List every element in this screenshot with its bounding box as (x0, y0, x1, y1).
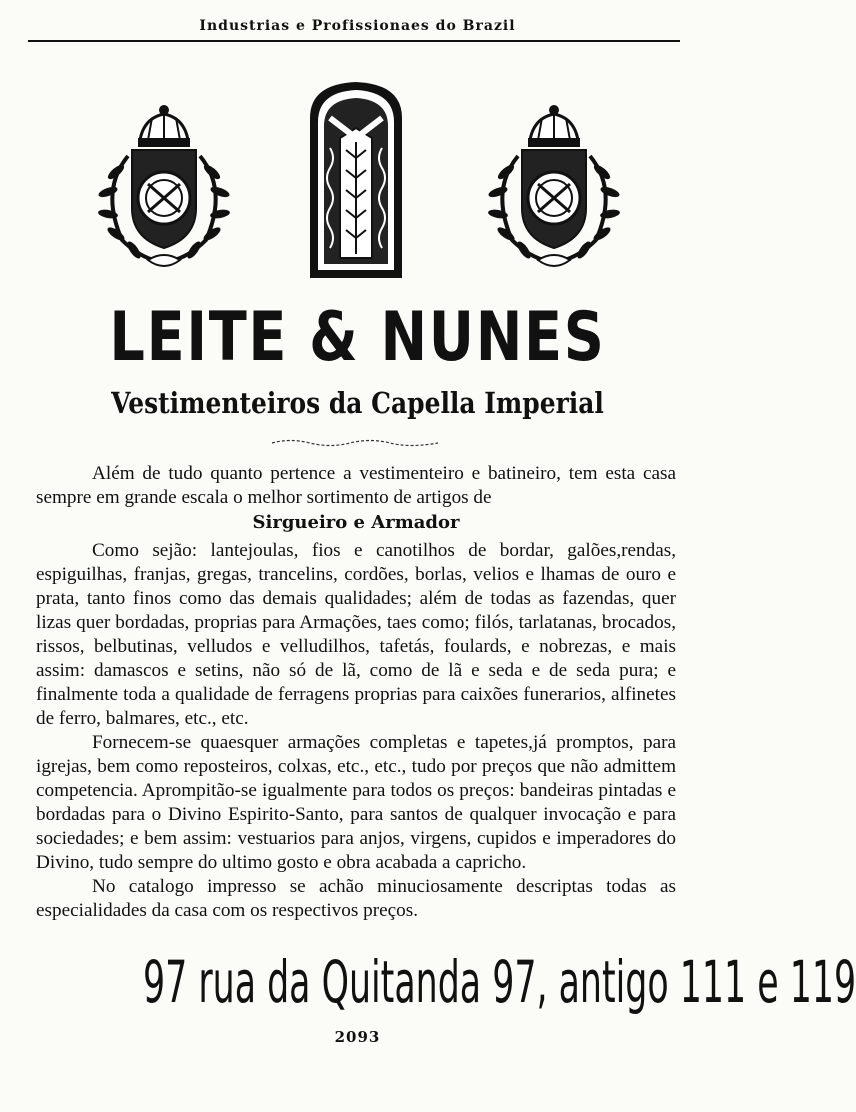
page-number: 2093 (334, 1028, 381, 1046)
firm-name: LEITE & NUNES (109, 298, 606, 377)
vestment-chasuble-icon (300, 78, 412, 283)
firm-subtitle: Vestimenteiros da Capella Imperial (111, 386, 604, 420)
header-rule (28, 40, 680, 42)
flourish-divider-icon (270, 438, 440, 448)
intro-paragraph: Além de tudo quanto pertence a vestimenteiro e batineiro, tem esta casa sempre em grande escala o melhor sortimento de artigos de (36, 463, 676, 508)
products-paragraph: Como sejão: lantejoulas, fios e canotilhos de bordar, galões,rendas, espiguilhas, franjas, gregas, trancelins, cordões, borlas, velios e lhamas de ouro e prata, tanto finos como das demais qualidades; além de todas as fazendas, quer lizas quer bordadas, proprias para Armações, taes como; filós, tarlatanas, brocados, rissos, belbutinas, velludos e velludilhos, tafetás, foulards, e nobrezas, e mais assim: damascos e setins, não só de lã, como de lã e seda e de seda pura; e finalmente toda a qualidade de ferragens proprias para caixões funerarios, alfinetes de ferro, balmares, etc., etc. (36, 540, 676, 729)
coat-of-arms-right-icon (472, 100, 637, 275)
advert-body (36, 462, 676, 923)
services-paragraph: Fornecem-se quaesquer armações completas e tapetes,já promptos, para igrejas, bem como reposteiros, colxas, etc., etc., tudo por preços que não admittem competencia. Aprompitão-se igualmente para todos os preços: bandeiras pintadas e bordadas para o Divino Espirito-Santo, para santos de qualquer invocação e para sociedades; e bem assim: vestuarios para anjos, virgens, cupidos e imperadores do Divino, tudo sempre do ultimo gosto e obra acabada a capricho. (36, 732, 676, 873)
running-title: Industrias e Profissionaes do Brazil (199, 18, 516, 34)
catalogue-paragraph: No catalogo impresso se achão minuciosamente descriptas todas as especialidades da casa com os respectivos preços. (36, 876, 676, 921)
coat-of-arms-left-icon (82, 100, 247, 275)
street-address: 97 rua da Quitanda 97, antigo 111 e 119 (142, 948, 856, 1016)
trade-heading: Sirgueiro e Armador (252, 512, 460, 533)
